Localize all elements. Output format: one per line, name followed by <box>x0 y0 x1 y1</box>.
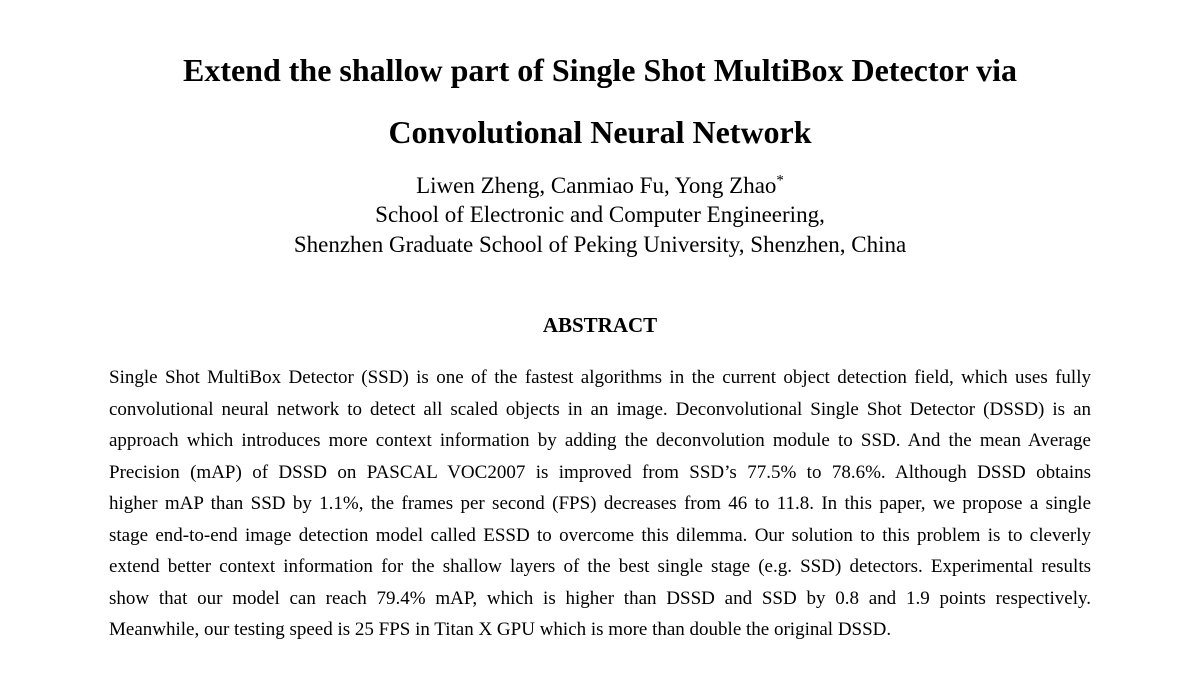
abstract-heading: ABSTRACT <box>542 313 658 337</box>
abstract-line: convolutional neural network to detect all scaled objects in an image. Deconvolutional Single Shot Detector (DSSD) is an <box>109 398 1091 420</box>
affiliation-line-1: School of Electronic and Computer Engineering, <box>375 202 825 227</box>
paper-page <box>109 50 1091 646</box>
paper-title <box>109 50 1091 152</box>
paper-title-line-1: Extend the shallow part of Single Shot MultiBox Detector via <box>182 52 1018 88</box>
abstract-line: show that our model can reach 79.4% mAP, which is higher than DSSD and SSD by 0.8 and 1.9 points respectively. <box>109 587 1091 609</box>
abstract-line: extend better context information for the shallow layers of the best single stage (e.g. SSD) detectors. Experimental results <box>109 556 1091 577</box>
abstract-line: approach which introduces more context information by adding the deconvolution module to SSD. And the mean Average <box>109 430 1091 451</box>
affiliation-line-2: Shenzhen Graduate School of Peking University, Shenzhen, China <box>293 232 907 257</box>
corresponding-author-mark: * <box>776 172 784 189</box>
author-names: Liwen Zheng, Canmiao Fu, Yong Zhao <box>416 173 777 198</box>
abstract-line: stage end-to-end image detection model called ESSD to overcome this dilemma. Our solution to this problem is to cleverly <box>109 524 1091 546</box>
abstract-line: Precision (mAP) of DSSD on PASCAL VOC2007 is improved from SSD’s 77.5% to 78.6%. Although DSSD obtains <box>109 461 1091 483</box>
paper-title-line-2: Convolutional Neural Network <box>388 114 812 150</box>
abstract-line: Meanwhile, our testing speed is 25 FPS in Titan X GPU which is more than double the original DSSD. <box>109 619 892 640</box>
abstract-body <box>109 362 1091 646</box>
abstract-line: higher mAP than SSD by 1.1%, the frames per second (FPS) decreases from 46 to 11.8. In this paper, we propose a single <box>109 493 1091 514</box>
abstract-line: Single Shot MultiBox Detector (SSD) is one of the fastest algorithms in the current object detection field, which uses fully <box>109 367 1091 388</box>
authors-line <box>109 172 1091 200</box>
